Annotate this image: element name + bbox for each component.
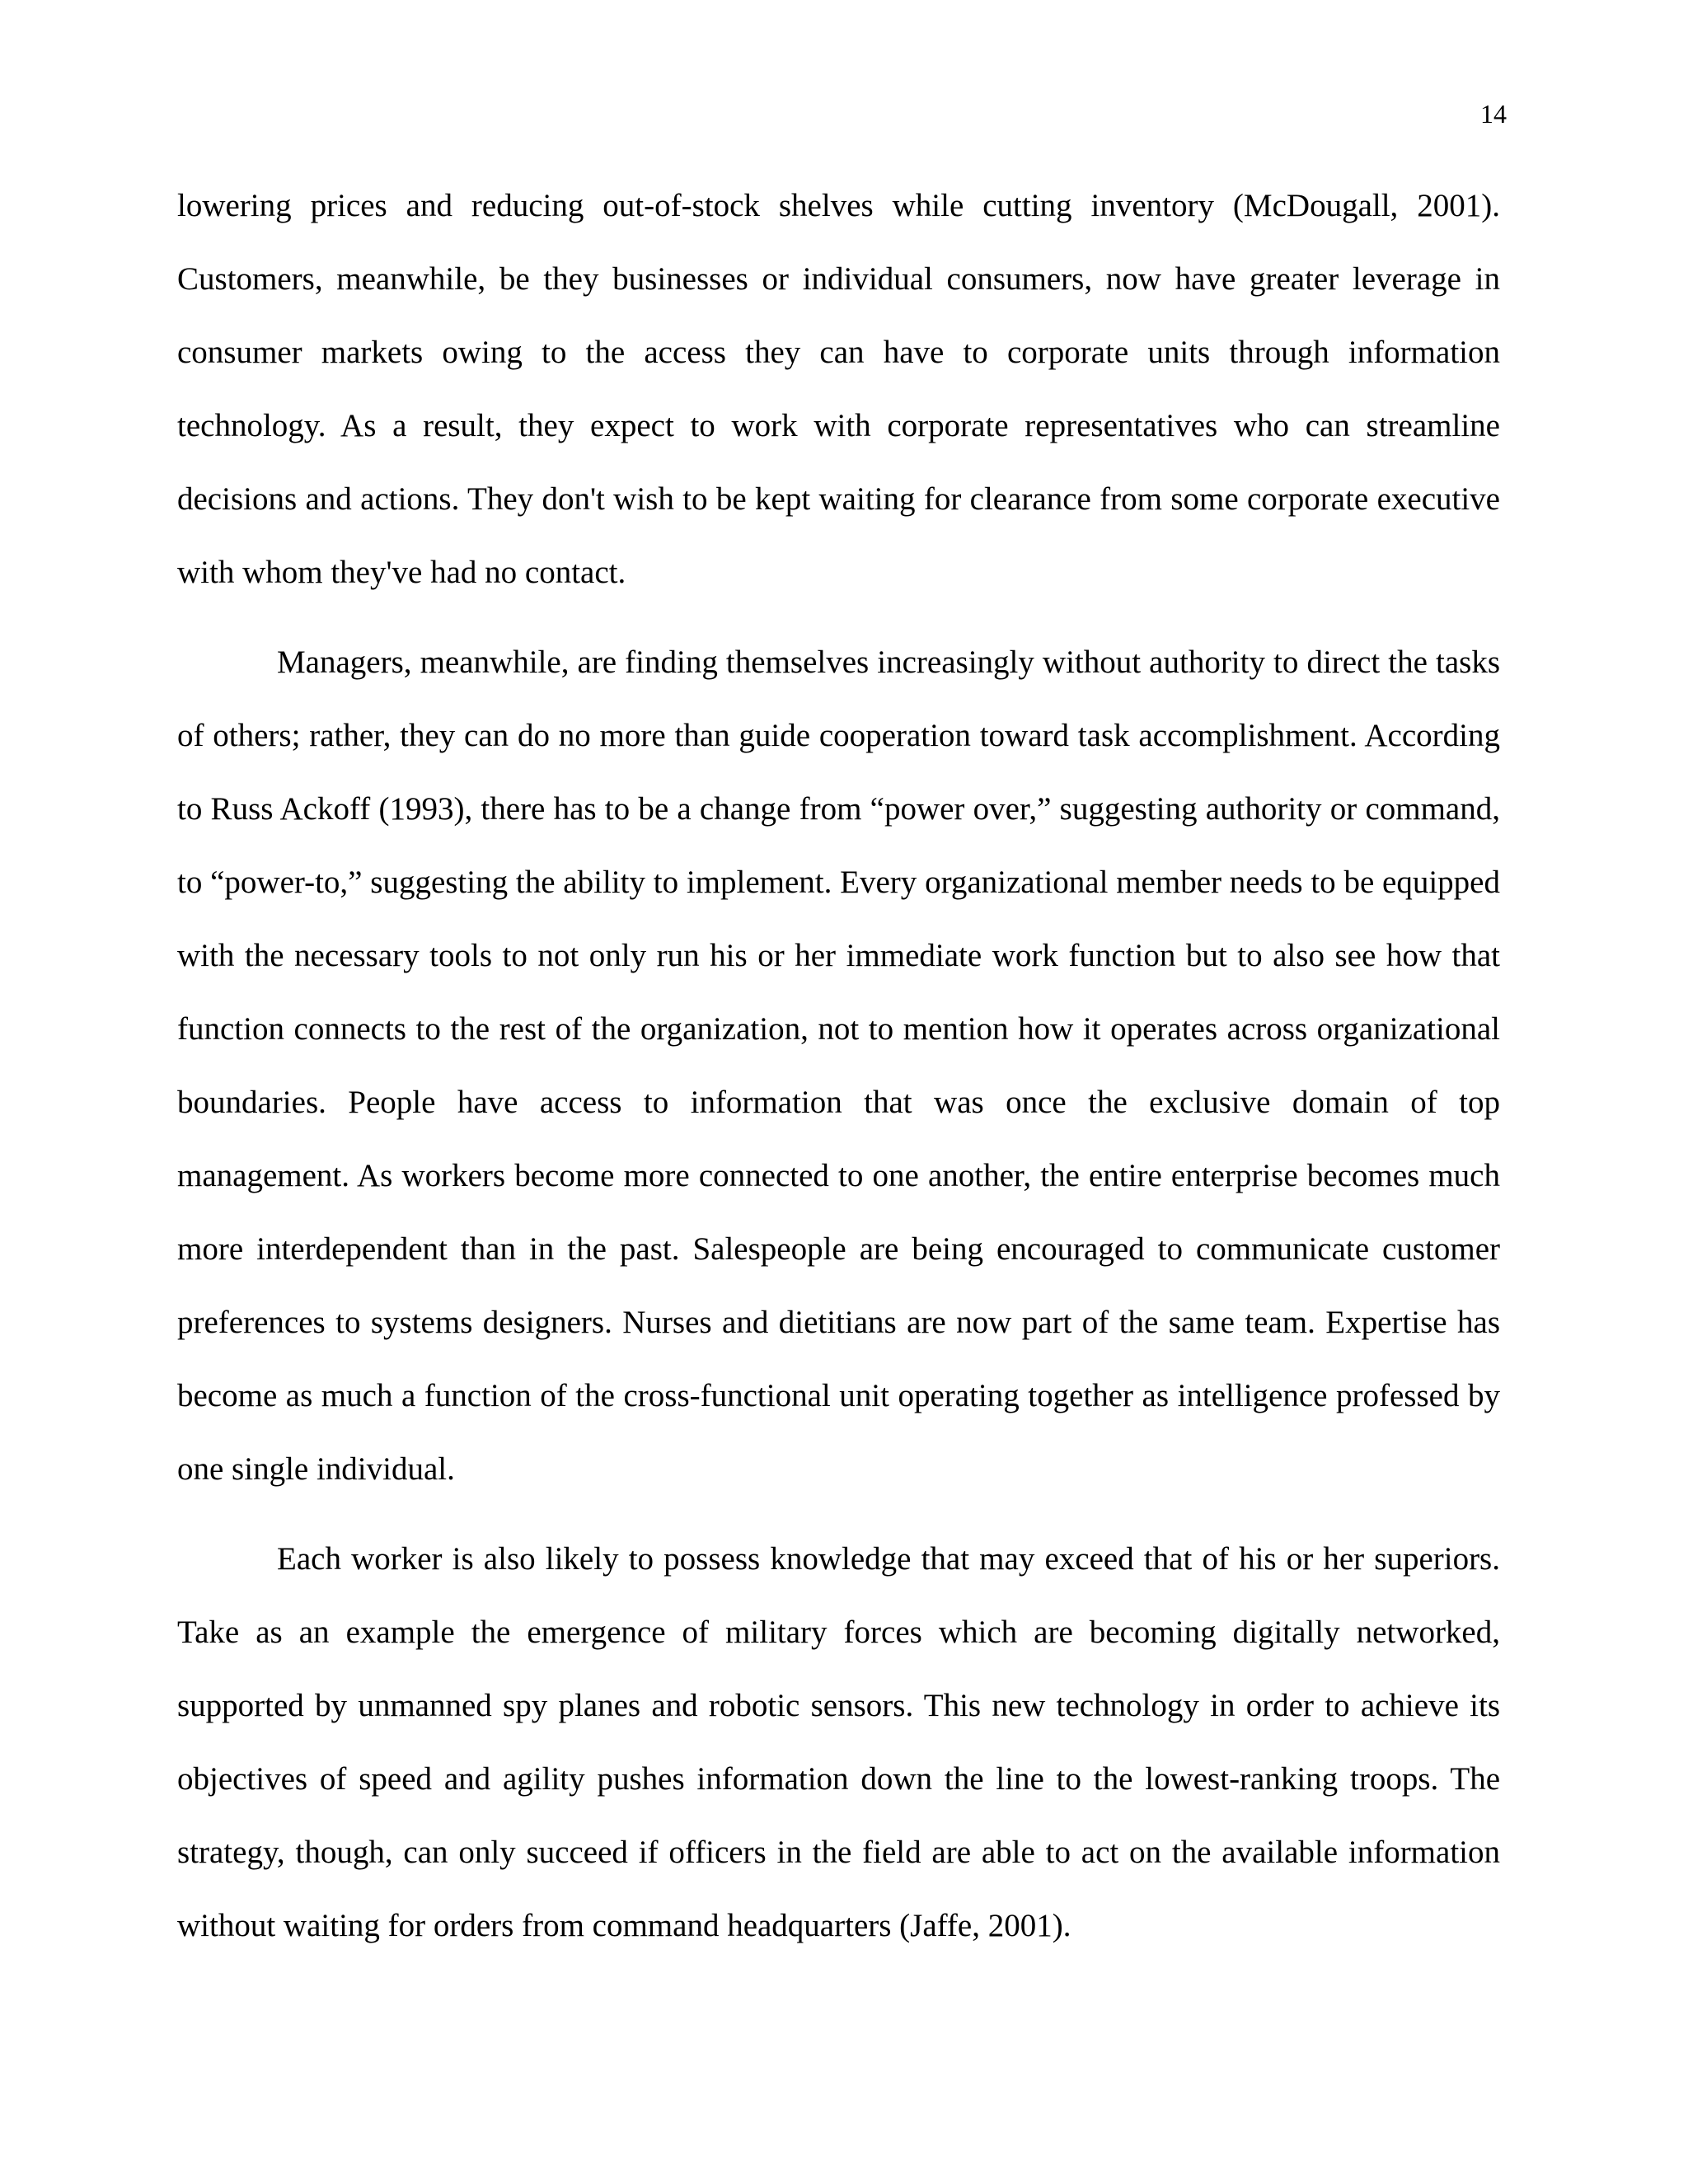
body-text — [177, 169, 1500, 1962]
paragraph-1: lowering prices and reducing out-of-stock shelves while cutting inventory (McDougall, 2001). Customers, meanwhile, be they businesses or individual consumers, now have greater leverage in consumer markets owing to the access they can have to corporate units through information technology. As a result, they expect to work with corporate representatives who can streamline decisions and actions. They don't wish to be kept waiting for clearance from some corporate executive with whom they've had no contact. — [177, 188, 1500, 590]
paragraph-3: Each worker is also likely to possess knowledge that may exceed that of his or her superiors. Take as an example the emergence of military forces which are becoming digitally networked, supported by unmanned spy planes and robotic sensors. This new technology in order to achieve its objectives of speed and agility pushes information down the line to the lowest-ranking troops. The strategy, though, can only succeed if officers in the field are able to act on the available information without waiting for orders from command headquarters (Jaffe, 2001). — [177, 1541, 1500, 1943]
paragraph-2: Managers, meanwhile, are finding themselves increasingly without authority to direct the tasks of others; rather, they can do no more than guide cooperation toward task accomplishment. According to Russ Ackoff (1993), there has to be a change from “power over,” suggesting authority or command, to “power-to,” suggesting the ability to implement. Every organizational member needs to be equipped with the necessary tools to not only run his or her immediate work function but to also see how that function connects to the rest of the organization, not to mention how it operates across organizational boundaries. People have access to information that was once the exclusive domain of top management. As workers become more connected to one another, the entire enterprise becomes much more interdependent than in the past. Salespeople are being encouraged to communicate customer preferences to systems designers. Nurses and dietitians are now part of the same team. Expertise has become as much a function of the cross-functional unit operating together as intelligence professed by one single individual. — [177, 644, 1500, 1487]
page-number: 14 — [1480, 99, 1507, 129]
